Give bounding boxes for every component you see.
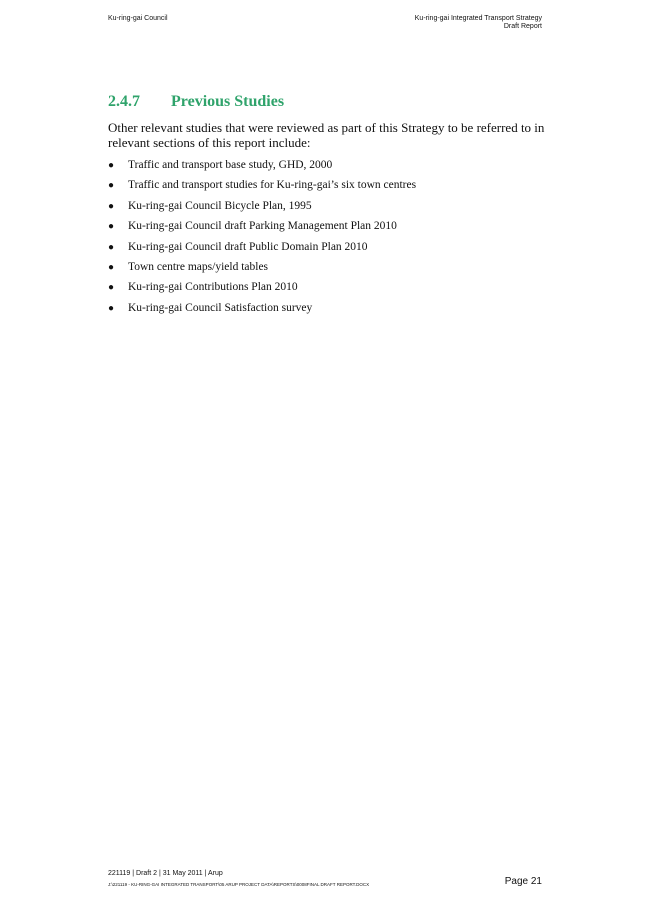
bullet-icon: ● (108, 241, 115, 253)
list-item (108, 257, 548, 277)
bullet-icon: ● (108, 221, 115, 233)
list-item-text: Town centre maps/yield tables (128, 260, 269, 273)
list-item-text: Ku-ring-gai Council draft Public Domain Plan 2010 (128, 240, 368, 253)
footer-file-path: J:\221119 - KU-RING-GAI INTEGRATED TRANSPORT\05 ARUP PROJECT DATA\REPORTS\0008FINAL DRAFT REPORT.DOCX (108, 882, 370, 887)
list-item (108, 175, 548, 195)
list-item-text: Ku-ring-gai Council Bicycle Plan, 1995 (128, 199, 312, 212)
footer-reference: 221119 | Draft 2 | 31 May 2011 | Arup (108, 870, 223, 877)
section-title: Previous Studies (171, 93, 285, 110)
section-heading (108, 92, 284, 112)
list-item (108, 196, 548, 216)
intro-paragraph: Other relevant studies that were reviewed as part of this Strategy to be referred to in relevant sections of this report include: (108, 120, 545, 150)
bullet-icon: ● (108, 200, 115, 212)
list-item (108, 216, 548, 236)
list-item (108, 237, 548, 257)
list-item-text: Ku-ring-gai Council draft Parking Management Plan 2010 (128, 220, 397, 233)
list-item-text: Ku-ring-gai Council Satisfaction survey (128, 301, 313, 314)
list-item-text: Traffic and transport base study, GHD, 2000 (128, 159, 333, 171)
header-document-name: Ku-ring-gai Integrated Transport Strategy (414, 15, 542, 22)
section-number: 2.4.7 (108, 93, 140, 110)
bullet-icon: ● (108, 302, 115, 314)
studies-list (108, 155, 548, 318)
list-item-text: Traffic and transport studies for Ku-ring-gai’s six town centres (128, 179, 417, 192)
list-item (108, 155, 548, 175)
header-organization: Ku-ring-gai Council (108, 15, 168, 22)
bullet-icon: ● (108, 282, 115, 294)
bullet-icon: ● (108, 180, 115, 192)
bullet-icon: ● (108, 261, 115, 273)
list-item (108, 298, 548, 318)
header-document-title (415, 15, 542, 31)
header-document-status: Draft Report (503, 23, 542, 30)
page-number: Page 21 (504, 876, 542, 887)
bullet-icon: ● (108, 160, 115, 171)
list-item-text: Ku-ring-gai Contributions Plan 2010 (128, 281, 298, 294)
list-item (108, 277, 548, 297)
